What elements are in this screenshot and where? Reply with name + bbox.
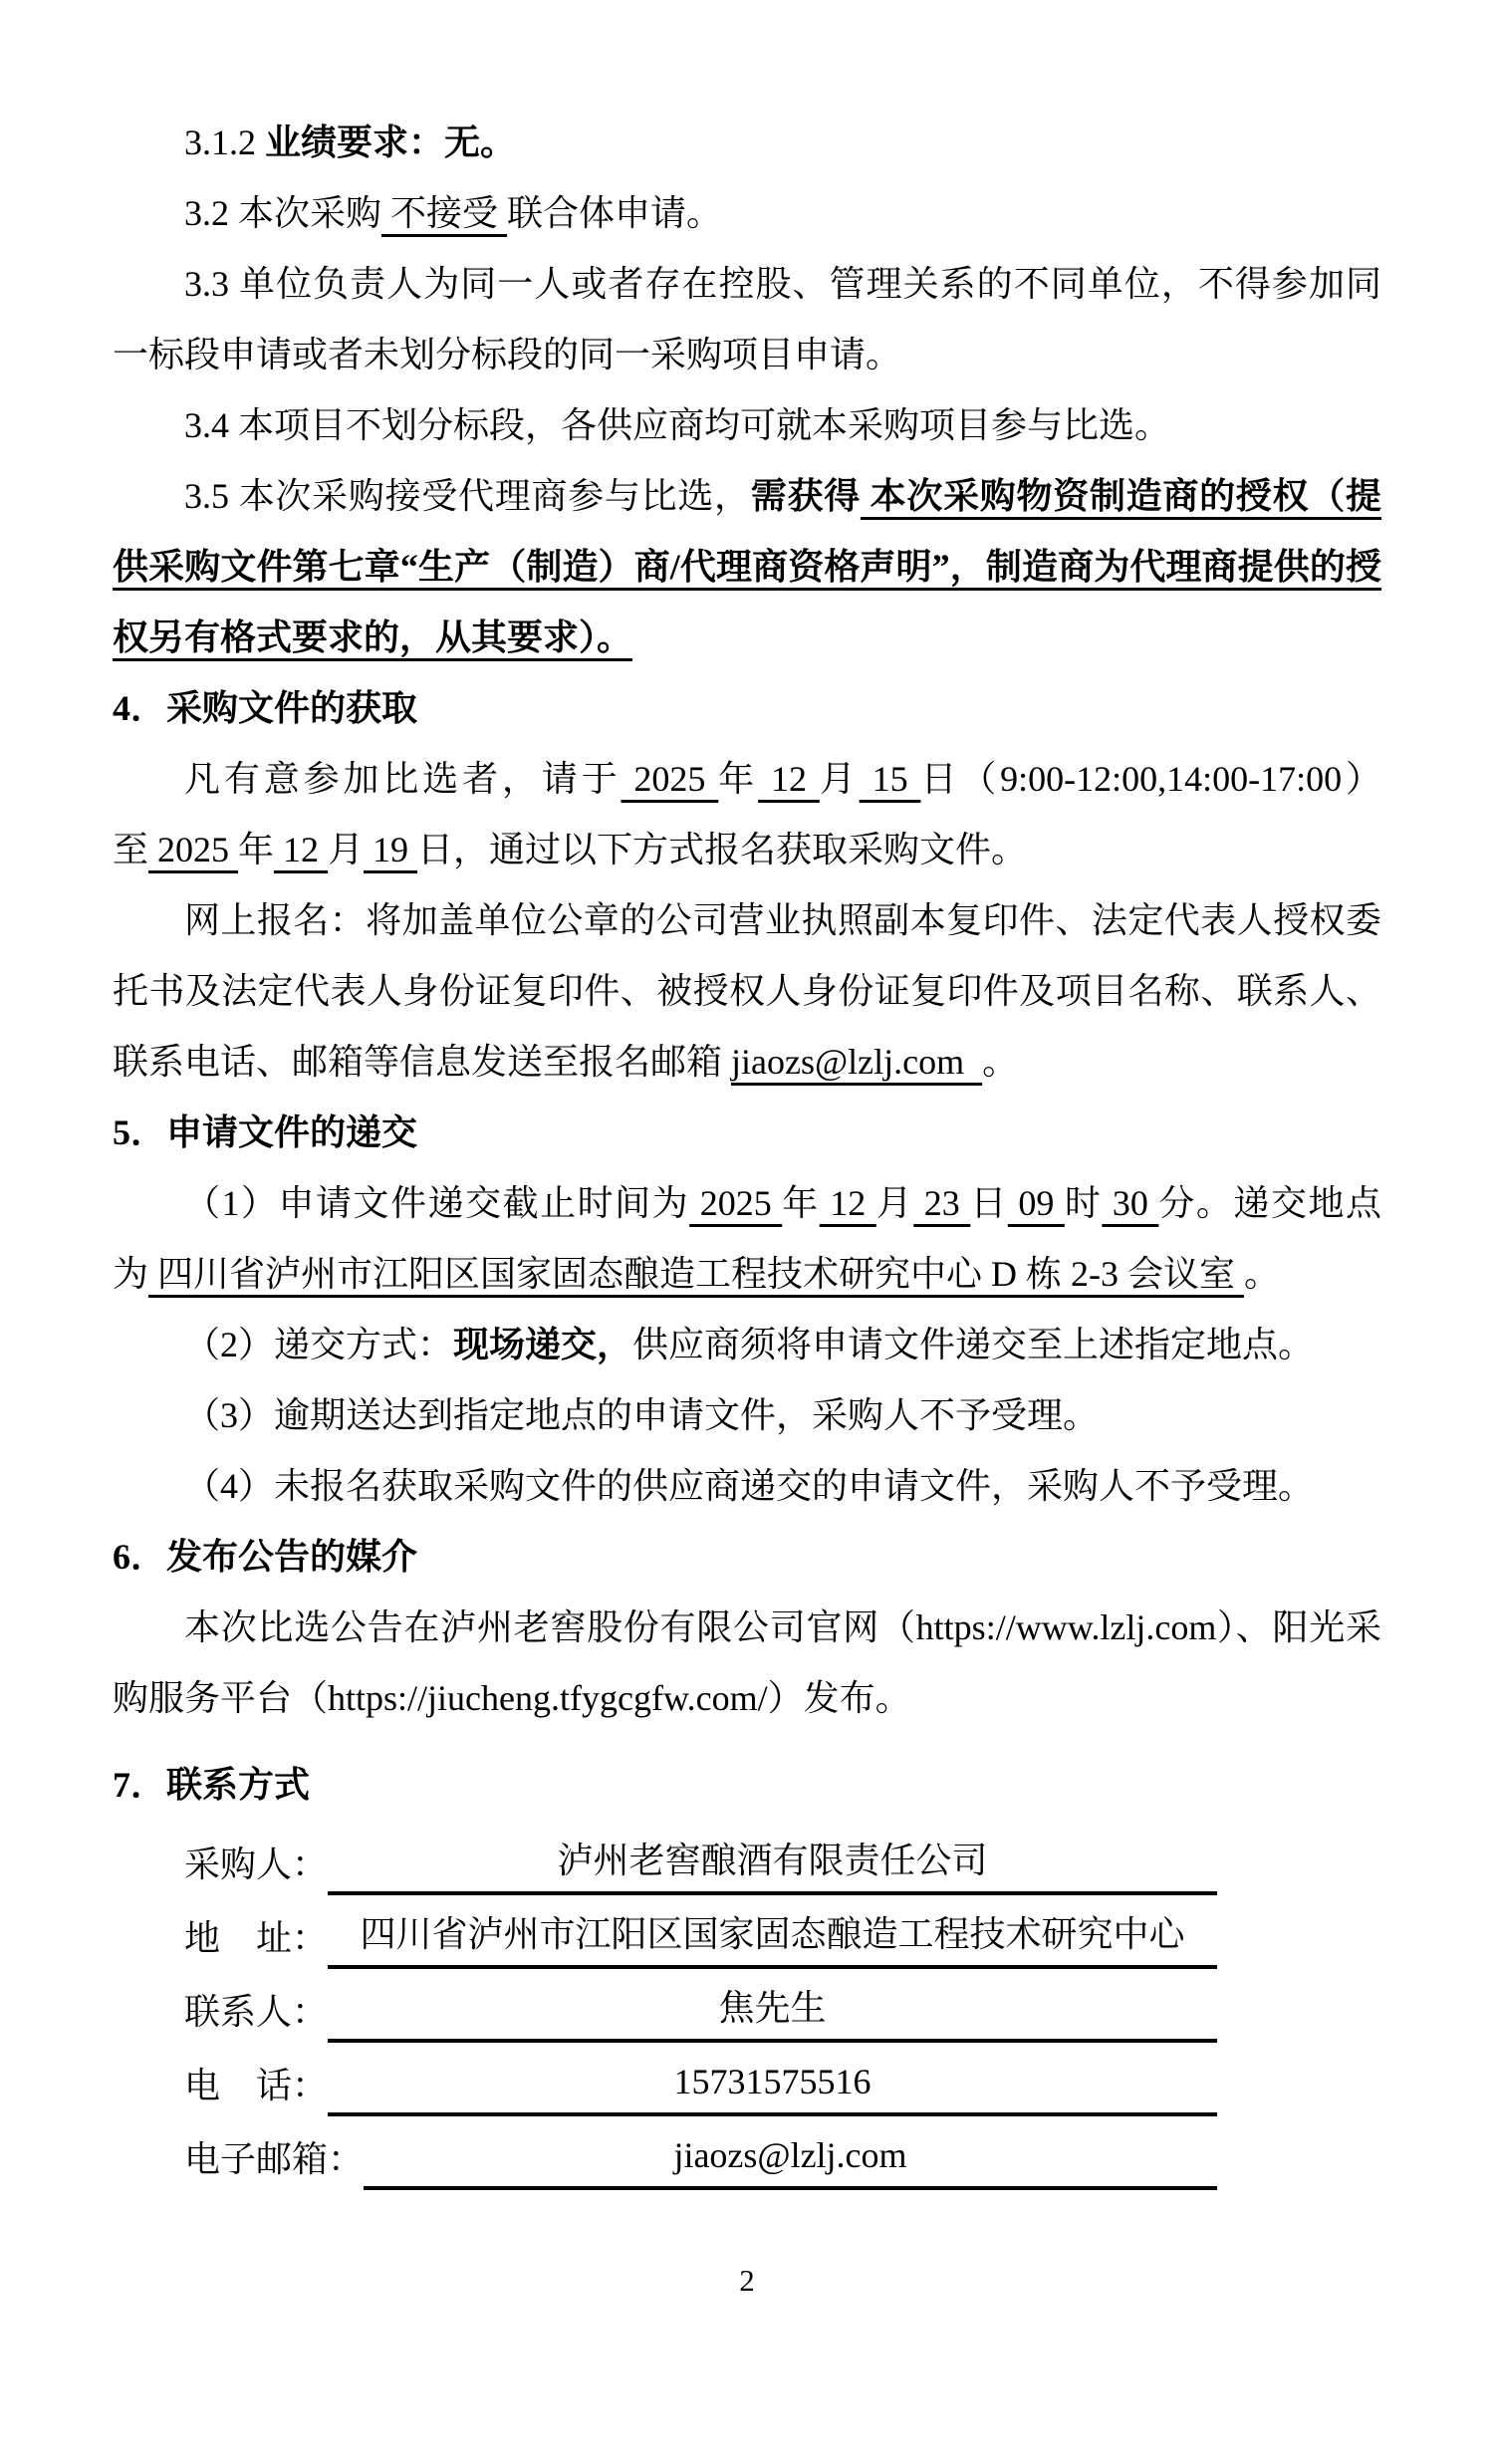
text-run: 分。递交地点为 <box>113 1183 1381 1294</box>
text-run: 2025 <box>689 1183 783 1223</box>
text-run: 联合体申请。 <box>507 193 723 233</box>
text-run: （3）逾期送达到指定地点的申请文件，采购人不予受理。 <box>184 1395 1100 1435</box>
contact-row <box>184 1912 1217 1969</box>
text-run: 日（9:00-12:00,14:00-17:00）至 <box>113 759 1382 869</box>
text-run: jiaozs@lzlj.com <box>731 1042 983 1082</box>
text-run: 供应商须将申请文件递交至上述指定地点。 <box>632 1325 1315 1364</box>
text-run: （2）递交方式： <box>184 1325 454 1364</box>
text-run: 日，通过以下方式报名获取采购文件。 <box>417 830 1028 869</box>
text-run: 月 <box>875 1183 914 1223</box>
paragraph <box>113 108 1381 178</box>
section-heading <box>113 673 1381 744</box>
paragraph <box>113 178 1381 249</box>
text-run: 凡有意参加比选者，请于 <box>184 759 622 799</box>
text-run: 时 <box>1064 1183 1103 1223</box>
contact-label: 电 话： <box>184 2066 329 2105</box>
contact-row <box>184 1839 1217 1895</box>
paragraph <box>113 1593 1381 1734</box>
contact-row <box>184 2133 1217 2190</box>
contact-label: 联系人： <box>184 1992 329 2032</box>
text-run: 23 <box>913 1183 971 1223</box>
text-run: 月 <box>328 830 365 869</box>
text-run: 年 <box>238 830 275 869</box>
section-heading <box>113 1522 1381 1593</box>
contact-label: 地 址： <box>184 1918 329 1958</box>
page-number: 2 <box>739 2263 755 2298</box>
paragraph <box>113 1451 1381 1522</box>
text-run: 15 <box>859 759 921 799</box>
contact-label: 采购人： <box>184 1845 329 1884</box>
paragraph <box>113 1168 1381 1310</box>
text-run: 年 <box>718 759 759 799</box>
text-run: 2025 <box>148 830 239 869</box>
text-run: 四川省泸州市江阳区国家固态酿造工程技术研究中心 D 栋 2-3 会议室 <box>148 1254 1245 1294</box>
text-run: 6．发布公告的媒介 <box>113 1537 418 1577</box>
contact-value: 四川省泸州市江阳区国家固态酿造工程技术研究中心 <box>328 1912 1217 1969</box>
text-run: 年 <box>782 1183 820 1223</box>
text-run: 业绩要求：无。 <box>265 123 517 162</box>
contact-row <box>184 2060 1217 2116</box>
text-run: 网上报名：将加盖单位公章的公司营业执照副本复印件、法定代表人授权委托书及法定代表人身份证复印件、被授权人身份证复印件及项目名称、联系人、联系电话、邮箱等信息发送至报名邮箱 <box>113 900 1381 1082</box>
text-run: 本次比选公告在泸州老窖股份有限公司官网（https://www.lzlj.com）、阳光采购服务平台（https://jiucheng.tfygcgfw.com/）发布。 <box>113 1607 1381 1718</box>
text-run: 现场递交， <box>453 1325 633 1364</box>
section-heading <box>113 1098 1381 1168</box>
text-run: 3.4 本项目不划分标段，各供应商均可就本采购项目参与比选。 <box>184 405 1171 445</box>
text-run: 日 <box>970 1183 1008 1223</box>
text-run: （1）申请文件递交截止时间为 <box>184 1183 690 1223</box>
paragraph <box>113 885 1381 1098</box>
paragraph <box>113 390 1381 461</box>
text-run: 2025 <box>621 759 719 799</box>
text-run: 3.1.2 <box>184 123 265 162</box>
text-run: 本次采购物资制造商的授权（提供采购文件第七章“生产（制造）商/代理商资格声明”，制造商为代理商提供的授权另有格式要求的，从其要求）。 <box>113 476 1381 657</box>
text-run: 需获得 <box>750 476 861 516</box>
paragraph <box>113 744 1381 885</box>
text-run: 。 <box>982 1042 1019 1082</box>
contact-list <box>113 1839 1381 2190</box>
text-run: 12 <box>758 759 820 799</box>
text-run: 3.3 单位负责人为同一人或者存在控股、管理关系的不同单位，不得参加同一标段申请或者未划分标段的同一采购项目申请。 <box>113 264 1381 374</box>
text-run: 7．联系方式 <box>113 1765 311 1805</box>
text-run: 09 <box>1007 1183 1065 1223</box>
paragraph <box>113 1310 1381 1380</box>
text-run: 19 <box>364 830 418 869</box>
document-body <box>113 108 1381 1821</box>
text-run: 3.5 本次采购接受代理商参与比选， <box>184 476 751 516</box>
contact-value: 泸州老窖酿酒有限责任公司 <box>328 1839 1217 1895</box>
contact-value: 焦先生 <box>328 1986 1217 2043</box>
contact-value: jiaozs@lzlj.com <box>364 2133 1217 2190</box>
paragraph <box>113 249 1381 390</box>
text-run: 12 <box>274 830 329 869</box>
text-run: 30 <box>1102 1183 1159 1223</box>
text-run: 。 <box>1244 1254 1281 1294</box>
paragraph <box>113 1380 1381 1451</box>
text-run: 3.2 本次采购 <box>184 193 382 233</box>
paragraph <box>113 461 1381 673</box>
text-run: 不接受 <box>381 193 508 233</box>
text-run: （4）未报名获取采购文件的供应商递交的申请文件，采购人不予受理。 <box>184 1466 1315 1506</box>
contact-row <box>184 1986 1217 2043</box>
contact-value: 15731575516 <box>328 2060 1217 2116</box>
contact-label: 电子邮箱： <box>184 2139 365 2179</box>
text-run: 4．采购文件的获取 <box>113 688 418 728</box>
section-heading <box>113 1750 1381 1821</box>
text-run: 12 <box>819 1183 876 1223</box>
text-run: 月 <box>819 759 860 799</box>
text-run: 5．申请文件的递交 <box>113 1112 418 1152</box>
